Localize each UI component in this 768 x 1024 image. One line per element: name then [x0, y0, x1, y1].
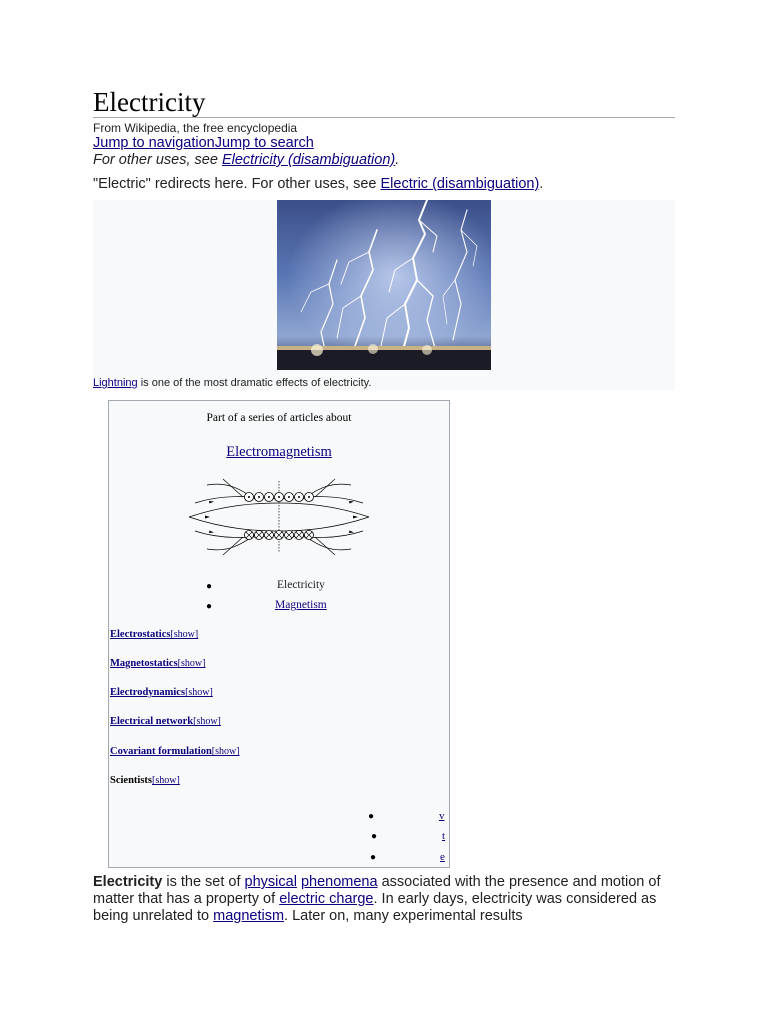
electrical-network-link[interactable]: Electrical network	[110, 716, 194, 727]
bullet-icon: ●	[371, 831, 378, 842]
hatnote-text: .	[395, 152, 400, 168]
infobox-group-scientists	[110, 775, 180, 786]
site-tagline: From Wikipedia, the free encyclopedia	[93, 121, 298, 135]
electricity-disambiguation-link[interactable]: Electricity (disambiguation)	[221, 152, 396, 168]
electrostatics-show-toggle[interactable]: [show]	[170, 629, 199, 640]
paragraph-text: associated with the presence and motion of matter that has a property of	[93, 874, 661, 907]
electric-charge-link[interactable]: electric charge	[279, 891, 374, 907]
phenomena-link[interactable]: phenomena	[300, 874, 378, 890]
magnetostatics-link[interactable]: Magnetostatics	[110, 658, 178, 669]
infobox-list-electricity: Electricity	[277, 579, 325, 591]
paragraph-text: is the set of	[162, 874, 245, 890]
infobox-group-electrodynamics	[110, 687, 213, 698]
jump-to-search-link[interactable]: Jump to search	[214, 135, 314, 151]
thumbnail-caption	[93, 377, 371, 389]
hatnote-text: For other uses, see	[93, 152, 222, 168]
hatnote-disambiguation	[93, 152, 399, 168]
caption-text: is one of the most dramatic effects of electricity.	[137, 377, 372, 389]
infobox-above: Part of a series of articles about	[206, 412, 352, 424]
magnetostatics-show-toggle[interactable]: [show]	[177, 658, 206, 669]
electromagnetism-link[interactable]: Electromagnetism	[226, 444, 332, 460]
view-template-link[interactable]: v	[439, 810, 445, 822]
scientists-show-toggle[interactable]: [show]	[152, 775, 180, 786]
talk-template-link[interactable]: t	[442, 830, 446, 842]
infobox-list-magnetism[interactable]: Magnetism	[275, 599, 327, 611]
electrical-network-show-toggle[interactable]: [show]	[193, 716, 221, 727]
covariant-formulation-link[interactable]: Covariant formulation	[110, 746, 212, 757]
bullet-icon: ●	[206, 581, 213, 592]
electrostatics-link[interactable]: Electrostatics	[110, 629, 171, 640]
jump-links	[93, 135, 314, 151]
paragraph-text: . In early days, electricity was considered as being unrelated to	[93, 891, 657, 924]
edit-template-link[interactable]: e	[440, 851, 445, 863]
electrodynamics-show-toggle[interactable]: [show]	[185, 687, 213, 698]
lightning-image[interactable]	[277, 200, 491, 370]
jump-to-navigation-link[interactable]: Jump to navigation	[93, 135, 215, 151]
electric-disambiguation-link[interactable]: Electric (disambiguation)	[380, 176, 540, 192]
covariant-formulation-show-toggle[interactable]: [show]	[211, 746, 240, 757]
hatnote-text: "Electric" redirects here. For other uses, see	[93, 176, 381, 192]
infobox-group-covariant-formulation	[110, 746, 240, 757]
solenoid-diagram-icon[interactable]	[185, 477, 373, 562]
scientists-label: Scientists	[110, 775, 152, 786]
electrodynamics-link[interactable]: Electrodynamics	[110, 687, 186, 698]
magnetism-link[interactable]: magnetism	[213, 908, 285, 924]
term-electricity: Electricity	[93, 874, 163, 890]
bullet-icon: ●	[206, 601, 213, 612]
infobox-title	[109, 444, 449, 461]
infobox-group-electrostatics	[110, 629, 198, 640]
hatnote-text: .	[539, 176, 544, 192]
infobox-group-electrical-network	[110, 716, 221, 727]
page-title: Electricity	[93, 87, 206, 117]
title-divider	[93, 117, 675, 118]
lead-paragraph	[93, 874, 663, 925]
paragraph-text: . Later on, many experimental results	[284, 908, 523, 924]
infobox-group-magnetostatics	[110, 658, 205, 669]
lightning-link[interactable]: Lightning	[93, 377, 138, 389]
lightning-thumbnail	[93, 200, 675, 390]
bullet-icon: ●	[370, 852, 377, 863]
hatnote-redirect	[93, 176, 543, 192]
physical-link[interactable]: physical	[244, 874, 297, 890]
electromagnetism-infobox	[108, 400, 450, 868]
bullet-icon: ●	[368, 811, 375, 822]
